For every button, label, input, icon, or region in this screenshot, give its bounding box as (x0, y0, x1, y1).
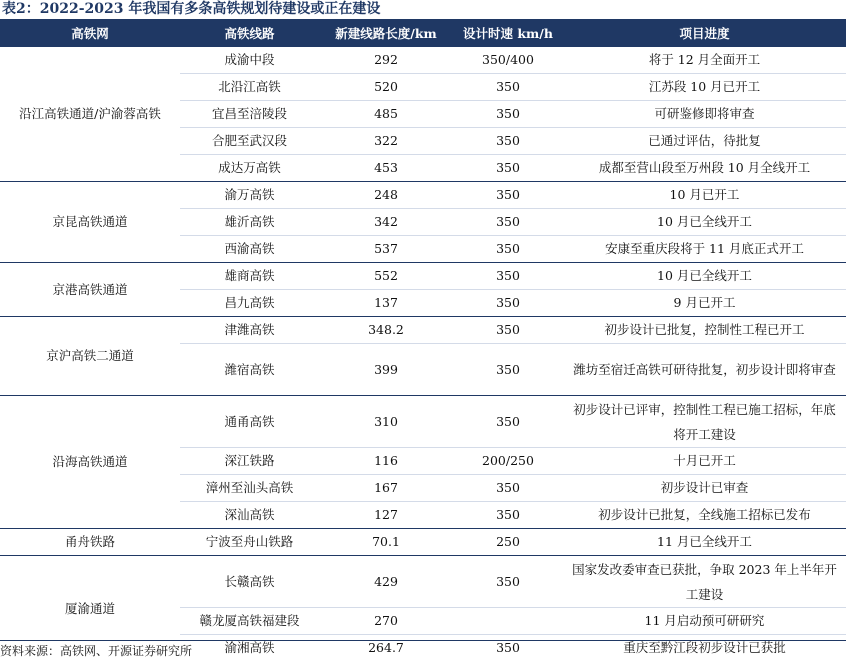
line-cell: 成达万高铁 (180, 155, 319, 182)
speed-cell: 350 (453, 236, 563, 263)
line-cell: 北沿江高铁 (180, 74, 319, 101)
length-cell: 248 (319, 182, 453, 209)
table-title: 表2：2022-2023 年我国有多条高铁规划待建设或正在建设 (2, 0, 380, 19)
speed-cell: 350 (453, 128, 563, 155)
speed-cell: 350 (453, 556, 563, 608)
length-cell: 348.2 (319, 317, 453, 344)
length-cell: 399 (319, 344, 453, 396)
network-cell: 厦渝通道 (0, 556, 180, 661)
speed-cell: 350 (453, 396, 563, 448)
length-cell: 70.1 (319, 529, 453, 556)
speed-cell: 350 (453, 263, 563, 290)
header-line: 高铁线路 (180, 19, 319, 47)
length-cell: 137 (319, 290, 453, 317)
length-cell: 116 (319, 448, 453, 475)
line-cell: 深汕高铁 (180, 502, 319, 529)
progress-cell: 成都至营山段至万州段 10 月全线开工 (563, 155, 846, 182)
table-row (0, 529, 846, 556)
speed-cell: 350 (453, 101, 563, 128)
network-cell: 沿海高铁通道 (0, 396, 180, 529)
table-row (0, 182, 846, 209)
progress-cell: 安康至重庆段将于 11 月底正式开工 (563, 236, 846, 263)
length-cell: 292 (319, 47, 453, 74)
progress-cell: 11 月已全线开工 (563, 529, 846, 556)
table-row (0, 556, 846, 608)
line-cell: 长赣高铁 (180, 556, 319, 608)
network-cell: 京昆高铁通道 (0, 182, 180, 263)
progress-cell: 10 月已开工 (563, 182, 846, 209)
speed-cell: 250 (453, 529, 563, 556)
progress-cell: 10 月已全线开工 (563, 263, 846, 290)
length-cell: 270 (319, 608, 453, 635)
length-cell: 429 (319, 556, 453, 608)
length-cell: 127 (319, 502, 453, 529)
progress-cell: 9 月已开工 (563, 290, 846, 317)
table-row (0, 263, 846, 290)
length-cell: 485 (319, 101, 453, 128)
network-cell: 京港高铁通道 (0, 263, 180, 317)
speed-cell: 350 (453, 502, 563, 529)
line-cell: 津潍高铁 (180, 317, 319, 344)
progress-cell: 初步设计已批复，全线施工招标已发布 (563, 502, 846, 529)
progress-cell: 江苏段 10 月已开工 (563, 74, 846, 101)
table-body (0, 47, 846, 661)
progress-cell: 潍坊至宿迁高铁可研待批复，初步设计即将审查 (563, 344, 846, 396)
line-cell: 成渝中段 (180, 47, 319, 74)
network-cell: 沿江高铁通道/沪渝蓉高铁 (0, 47, 180, 182)
line-cell: 漳州至汕头高铁 (180, 475, 319, 502)
progress-cell: 初步设计已批复，控制性工程已开工 (563, 317, 846, 344)
progress-cell: 11 月启动预可研研究 (563, 608, 846, 635)
length-cell: 264.7 (319, 635, 453, 661)
line-cell: 雄商高铁 (180, 263, 319, 290)
speed-cell: 350 (453, 155, 563, 182)
header-progress: 项目进度 (563, 19, 846, 47)
speed-cell: 200/250 (453, 448, 563, 475)
length-cell: 342 (319, 209, 453, 236)
speed-cell: 350 (453, 74, 563, 101)
speed-cell: 350 (453, 344, 563, 396)
line-cell: 潍宿高铁 (180, 344, 319, 396)
speed-cell: 350/400 (453, 47, 563, 74)
progress-cell: 十月已开工 (563, 448, 846, 475)
header-network: 高铁网 (0, 19, 180, 47)
line-cell: 昌九高铁 (180, 290, 319, 317)
speed-cell: 350 (453, 290, 563, 317)
high-speed-rail-table (0, 19, 846, 661)
progress-cell: 重庆至黔江段初步设计已获批 (563, 635, 846, 661)
table-row (0, 396, 846, 448)
progress-cell: 初步设计已审查 (563, 475, 846, 502)
progress-cell: 初步设计已评审，控制性工程已施工招标，年底将开工建设 (563, 396, 846, 448)
length-cell: 453 (319, 155, 453, 182)
length-cell: 322 (319, 128, 453, 155)
progress-cell: 国家发改委审查已获批，争取 2023 年上半年开工建设 (563, 556, 846, 608)
line-cell: 宁波至舟山铁路 (180, 529, 319, 556)
speed-cell: 350 (453, 317, 563, 344)
length-cell: 552 (319, 263, 453, 290)
header-speed: 设计时速 km/h (453, 19, 563, 47)
line-cell: 深江铁路 (180, 448, 319, 475)
progress-cell: 10 月已全线开工 (563, 209, 846, 236)
network-cell: 京沪高铁二通道 (0, 317, 180, 396)
line-cell: 渝湘高铁 (180, 635, 319, 661)
source-note: 资料来源：高铁网、开源证券研究所 (0, 640, 846, 659)
progress-cell: 已通过评估，待批复 (563, 128, 846, 155)
line-cell: 通甬高铁 (180, 396, 319, 448)
line-cell: 赣龙厦高铁福建段 (180, 608, 319, 635)
table-row (0, 47, 846, 74)
header-length: 新建线路长度/km (319, 19, 453, 47)
length-cell: 167 (319, 475, 453, 502)
header-row (0, 19, 846, 47)
length-cell: 520 (319, 74, 453, 101)
line-cell: 渝万高铁 (180, 182, 319, 209)
line-cell: 宜昌至涪陵段 (180, 101, 319, 128)
table-row (0, 317, 846, 344)
progress-cell: 将于 12 月全面开工 (563, 47, 846, 74)
speed-cell: 350 (453, 182, 563, 209)
speed-cell (453, 608, 563, 635)
line-cell: 合肥至武汉段 (180, 128, 319, 155)
speed-cell: 350 (453, 635, 563, 661)
line-cell: 西渝高铁 (180, 236, 319, 263)
speed-cell: 350 (453, 209, 563, 236)
line-cell: 雄沂高铁 (180, 209, 319, 236)
length-cell: 310 (319, 396, 453, 448)
length-cell: 537 (319, 236, 453, 263)
network-cell: 甬舟铁路 (0, 529, 180, 556)
speed-cell: 350 (453, 475, 563, 502)
progress-cell: 可研鉴修即将审查 (563, 101, 846, 128)
